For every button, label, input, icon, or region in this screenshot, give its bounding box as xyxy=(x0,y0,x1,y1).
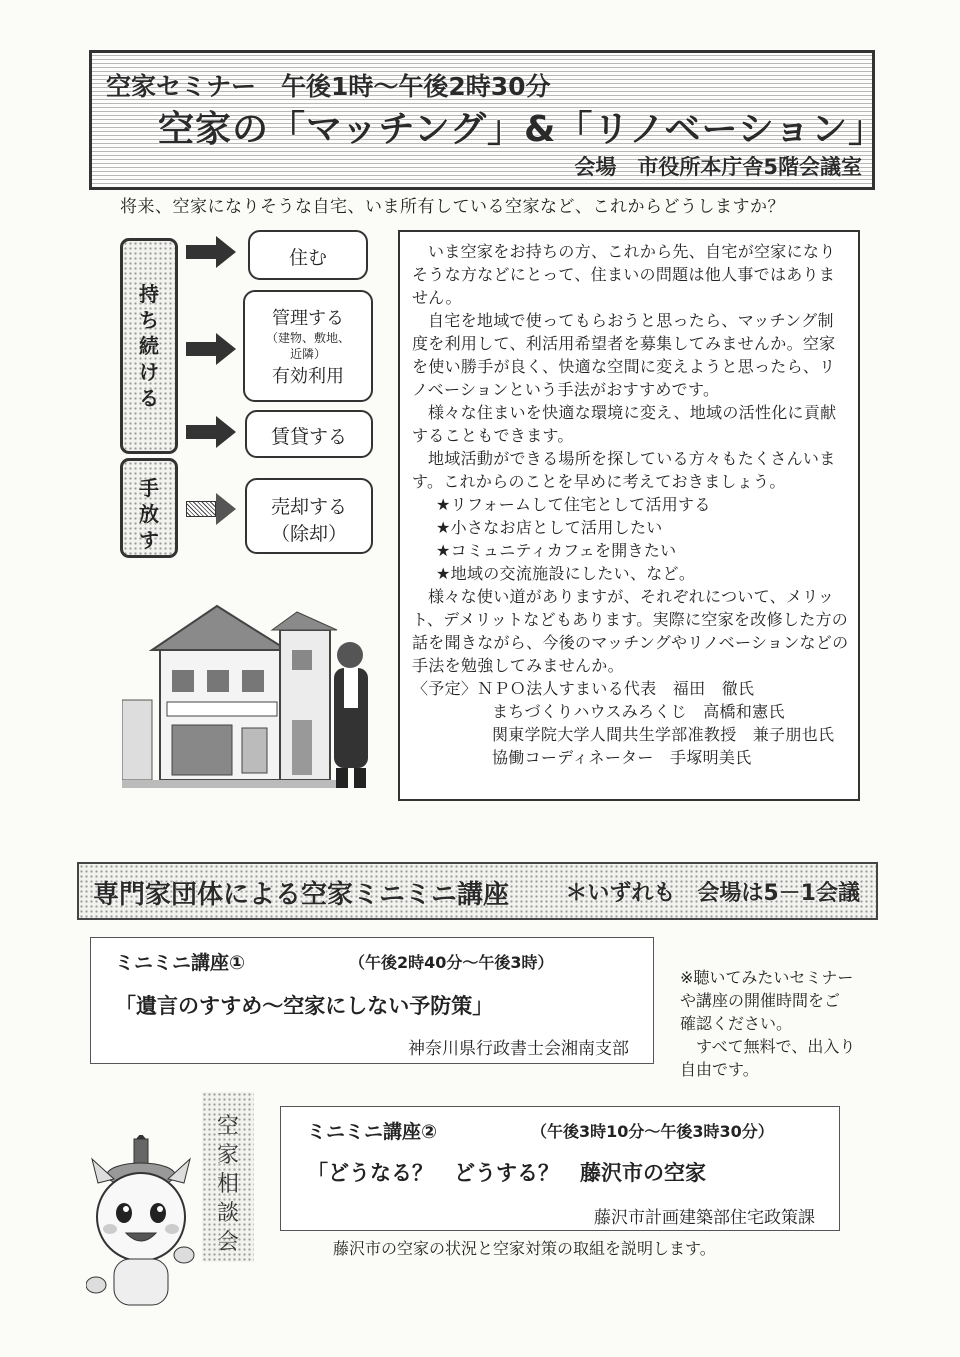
option-manage-label: 管理する xyxy=(272,308,344,329)
lecture-2-box xyxy=(280,1106,840,1231)
note-line: や講座の開催時間をご xyxy=(680,991,841,1010)
option-live xyxy=(248,230,368,280)
note-line: 確認ください。 xyxy=(680,1014,793,1033)
usage-example: ★リフォームして住宅として活用する xyxy=(436,495,711,514)
release-bar xyxy=(120,458,178,558)
house-illustration xyxy=(122,600,382,795)
attendance-note xyxy=(680,966,855,1081)
arrow-right-icon xyxy=(186,333,236,365)
speaker: まちづくりハウスみろくじ 高橋和憲氏 xyxy=(492,702,785,721)
option-manage-sub: 有効利用 xyxy=(272,366,344,387)
option-sell xyxy=(245,478,373,554)
option-rent-label: 賃貸する xyxy=(270,426,347,448)
intro-question: 将来、空家になりそうな自宅、いま所有している空家など、これからどうしますか？ xyxy=(120,197,785,217)
consultation-banner xyxy=(202,1092,254,1262)
keep-label: 持ち続ける xyxy=(139,282,159,410)
lecture-2-label: ミニミニ講座② xyxy=(307,1121,438,1143)
description-box xyxy=(398,230,860,801)
note-line: ※聴いてみたいセミナー xyxy=(680,968,854,987)
mascot-illustration xyxy=(86,1135,196,1315)
usage-example: ★小さなお店として活用したい xyxy=(436,518,663,537)
mini-lecture-venue: ＊いずれも 会場は5－1会議 xyxy=(565,881,860,906)
lecture-1-org: 神奈川県行政書士会湘南支部 xyxy=(408,1039,629,1059)
speaker: ＮＰＯ法人すまいる代表 福田 徹氏 xyxy=(477,679,755,698)
option-live-label: 住む xyxy=(288,247,327,269)
seminar-title: 空家の「マッチング」&「リノベーション」 xyxy=(158,109,886,150)
usage-example: ★コミュニティカフェを開きたい xyxy=(436,541,677,560)
description-paragraph: いま空家をお持ちの方、これから先、自宅が空家になりそうな方などにとって、住まいの問題は他人事ではありません。 xyxy=(412,242,836,307)
lecture-2-org: 藤沢市計画建築部住宅政策課 xyxy=(594,1208,815,1228)
speaker: 協働コーディネーター 手塚明美氏 xyxy=(492,748,752,767)
option-manage xyxy=(243,290,373,402)
lecture-1-title: 「遺言のすすめ～空家にしない予防策」 xyxy=(115,994,494,1018)
speakers-list xyxy=(412,677,850,769)
option-manage-note: （建物、敷地、 xyxy=(265,331,350,345)
lecture-1-box xyxy=(90,937,654,1064)
speaker: 関東学院大学人間共生学部准教授 兼子朋也氏 xyxy=(492,725,835,744)
usage-example: ★地域の交流施設にしたい、など。 xyxy=(436,564,696,583)
option-sell-sub: （除却） xyxy=(270,523,347,545)
seminar-header xyxy=(89,50,886,190)
seminar-time: 空家セミナー 午後1時～午後2時30分 xyxy=(106,72,551,101)
consultation-label: 空家相談会 xyxy=(216,1114,239,1255)
lecture-2-time: （午後3時10分～午後3時30分） xyxy=(531,1122,774,1141)
mini-lecture-title: 専門家団体による空家ミニミニ講座 xyxy=(93,880,510,910)
description-paragraph: 様々な住まいを快適な環境に変え、地域の活性化に貢献することもできます。 xyxy=(412,403,837,445)
description-paragraph: 地域活動ができる場所を探している方々もたくさんいます。これからのことを早めに考えておきましょう。 xyxy=(412,449,836,491)
option-rent xyxy=(245,410,373,458)
release-label: 手放す xyxy=(139,476,159,552)
seminar-venue: 会場 市役所本庁舎5階会議室 xyxy=(574,155,862,179)
speakers-label: 〈予定〉 xyxy=(412,679,478,698)
note-line: 自由です。 xyxy=(680,1060,759,1079)
lecture-1-time: （午後2時40分～午後3時） xyxy=(349,953,554,972)
lecture-2-note: 藤沢市の空家の状況と空家対策の取組を説明します。 xyxy=(333,1239,716,1258)
hatched-arrow-right-icon xyxy=(186,493,236,525)
option-manage-note: 近隣） xyxy=(289,347,326,361)
option-sell-label: 売却する xyxy=(270,496,347,518)
note-line: すべて無料で、出入り xyxy=(680,1037,856,1056)
description-paragraph: 様々な使い道がありますが、それぞれについて、メリット、デメリットなどもあります。実際に空家を改修した方の話を聞きながら、今後のマッチングやリノベーションなどの手法を勉強してみませんか。 xyxy=(412,587,849,675)
mini-lecture-header xyxy=(77,862,878,920)
lecture-1-label: ミニミニ講座① xyxy=(115,952,246,974)
description-paragraph: 自宅を地域で使ってもらおうと思ったら、マッチング制度を利用して、利活用希望者を募集してみませんか。空家を使い勝手が良く、快適な空間に変えようと思ったら、リノベーションという手法がおすすめです。 xyxy=(412,311,836,399)
arrow-right-icon xyxy=(186,416,236,448)
arrow-right-icon xyxy=(186,236,236,268)
lecture-2-title: 「どうなる？ どうする？ 藤沢市の空家 xyxy=(307,1161,706,1185)
keep-bar xyxy=(120,238,178,454)
